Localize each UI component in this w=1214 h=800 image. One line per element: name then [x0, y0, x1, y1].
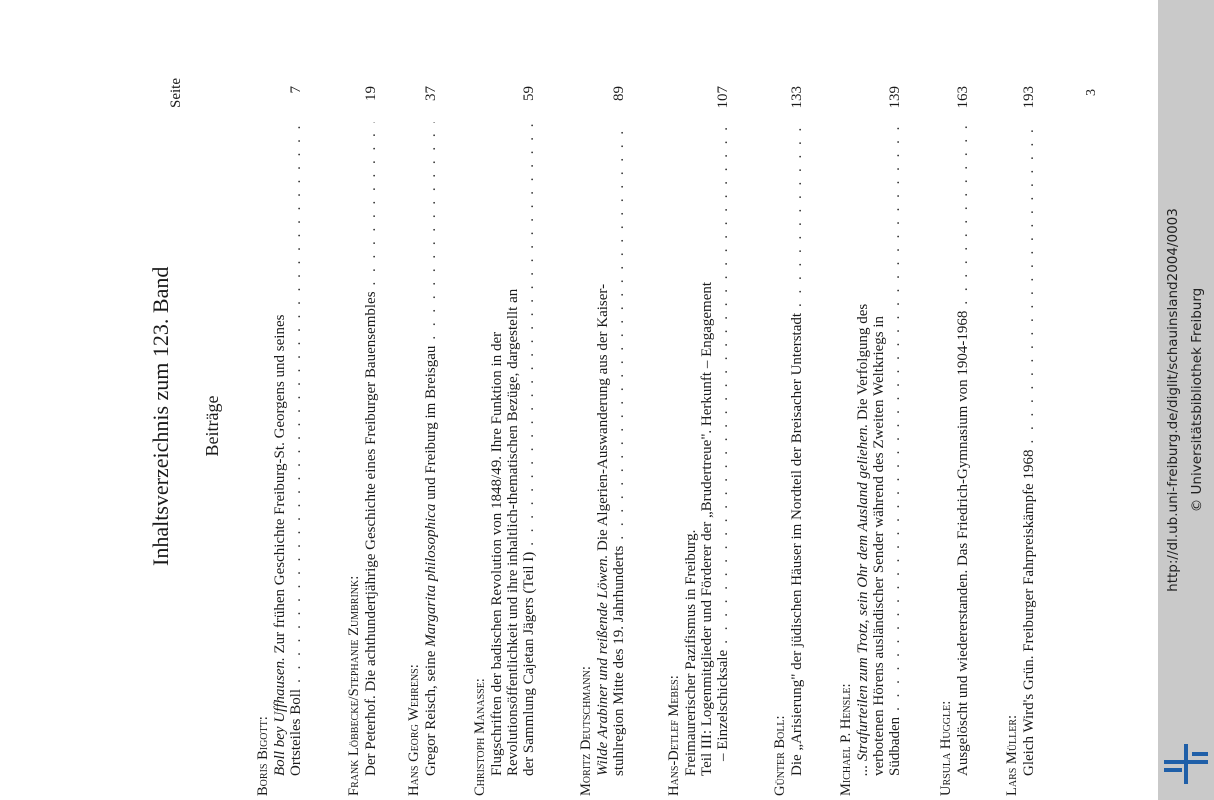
- entry-page-number: 7: [288, 86, 304, 94]
- page-title: Inhaltsverzeichnis zum 123. Band: [148, 266, 173, 566]
- entry-page-number: 163: [955, 86, 971, 109]
- entry-title-last-line: Ausgelöscht und wiedererstanden. Das Friedrich-Gymnasium von 1904-1968 . . . 163: [955, 86, 971, 796]
- entry-title-last-line: Südbaden . . . 139: [887, 86, 903, 796]
- entry-author: Hans-Detlef Mebes:: [666, 675, 682, 796]
- entry-title-line: Boll bey Uffhausen. Zur frühen Geschichte Freiburg-St. Georgens und seines: [272, 314, 288, 776]
- source-url-link[interactable]: http://dl.ub.uni-freiburg.de/diglit/schauinsland2004/0003: [1165, 208, 1181, 592]
- entry-author: Frank Löbbecke/Stephanie Zumbrink:: [346, 575, 362, 796]
- copyright-notice: © Universitätsbibliothek Freiburg: [1189, 287, 1205, 513]
- leader-dots: [887, 122, 903, 711]
- leader-dots: [1021, 122, 1037, 444]
- entry-author: Lars Müller:: [1004, 714, 1020, 796]
- page-number: 3: [1084, 89, 1099, 96]
- toc-entry[interactable]: [346, 86, 379, 796]
- entry-title-last-line: – Einzelschicksale . . . 107: [715, 86, 731, 796]
- entry-title-line: Teil III: Logenmitglieder und Förderer der „Brudertreue". Herkunft – Engagement: [699, 281, 715, 776]
- leader-dots: [611, 122, 627, 540]
- toc-entry[interactable]: [666, 86, 731, 796]
- entry-page-number: 59: [521, 86, 537, 101]
- entry-page-number: 193: [1021, 86, 1037, 109]
- section-heading: Beiträge: [202, 395, 222, 457]
- entry-title-last-line: Ortsteiles Boll . . . 7: [288, 86, 304, 796]
- leader-dots: [423, 122, 439, 340]
- column-label-seite: Seite: [168, 78, 184, 108]
- entry-title-line: verbotenen Hörens ausländischer Sender während des Zweiten Weltkriegs in: [871, 315, 887, 776]
- entry-title-last-line: stuhlregion Mitte des 19. Jahrhunderts . . . 89: [611, 86, 627, 796]
- entry-page-number: 19: [363, 86, 379, 101]
- entry-page-number: 133: [789, 86, 805, 109]
- leader-dots: [955, 122, 971, 305]
- entry-title-line: Wilde Arabiner und reißende Löwen. Die Algerien-Auswanderung aus der Kaiser-: [595, 283, 611, 776]
- entry-page-number: 37: [423, 86, 439, 101]
- toc-entry[interactable]: [1004, 86, 1037, 796]
- toc-entry[interactable]: [406, 86, 439, 796]
- entry-author: Moritz Deutschmann:: [578, 666, 594, 796]
- entry-title-last-line: Die „Arisierung" der jüdischen Häuser im Nordteil der Breisacher Unterstadt . . . 133: [789, 86, 805, 796]
- entry-author: Christoph Manasse:: [472, 678, 488, 796]
- toc-entry[interactable]: [578, 86, 627, 796]
- entry-author: Boris Bigott:: [255, 716, 271, 796]
- toc-entry[interactable]: [938, 86, 971, 796]
- toc-entry[interactable]: [255, 86, 304, 796]
- entry-title-last-line: Gleich Wird's Grün. Freiburger Fahrpreiskämpfe 1968 . . . 193: [1021, 86, 1037, 796]
- entry-title-line: Flugschriften der badischen Revolution von 1848/49. Ihre Funktion in der: [489, 331, 505, 776]
- entry-author: Hans Georg Wehrens:: [406, 664, 422, 796]
- leader-dots: [521, 122, 537, 546]
- entry-title-line: Revolutionsöffentlichkeit und ihre inhaltlich-thematischen Bezüge, dargestellt an: [505, 288, 521, 776]
- leader-dots: [789, 122, 805, 307]
- entry-page-number: 107: [715, 86, 731, 109]
- leader-dots: [363, 122, 379, 285]
- leader-dots: [288, 122, 304, 683]
- leader-dots: [715, 122, 731, 644]
- toc-entry[interactable]: [772, 86, 805, 796]
- entry-page-number: 139: [887, 86, 903, 109]
- entry-title-last-line: Gregor Reisch, seine Margarita philosophica und Freiburg im Breisgau . . . 37: [423, 86, 439, 796]
- entry-title-last-line: der Sammlung Cajetan Jägers (Teil I) . . . 59: [521, 86, 537, 796]
- entry-author: Ursula Huggle:: [938, 700, 954, 796]
- entry-page-number: 89: [611, 86, 627, 101]
- library-logo-icon: [1164, 744, 1208, 784]
- entry-author: Michael P. Hensle:: [838, 683, 854, 796]
- entry-title-line: Freimaurerischer Pazifismus in Freiburg.: [683, 529, 699, 776]
- entry-author: Günter Boll:: [772, 715, 788, 796]
- toc-entry[interactable]: [838, 86, 903, 796]
- entry-title-line: ... Strafurteilen zum Trotz, sein Ohr dem Ausland geliehen. Die Verfolgung des: [855, 303, 871, 776]
- sidebar-text: [1161, 208, 1209, 592]
- toc-entry[interactable]: [472, 86, 537, 796]
- entry-title-last-line: Der Peterhof. Die achthundertjährige Geschichte eines Freiburger Bauensembles . . . 19: [363, 86, 379, 796]
- toc-page: [140, 78, 1100, 796]
